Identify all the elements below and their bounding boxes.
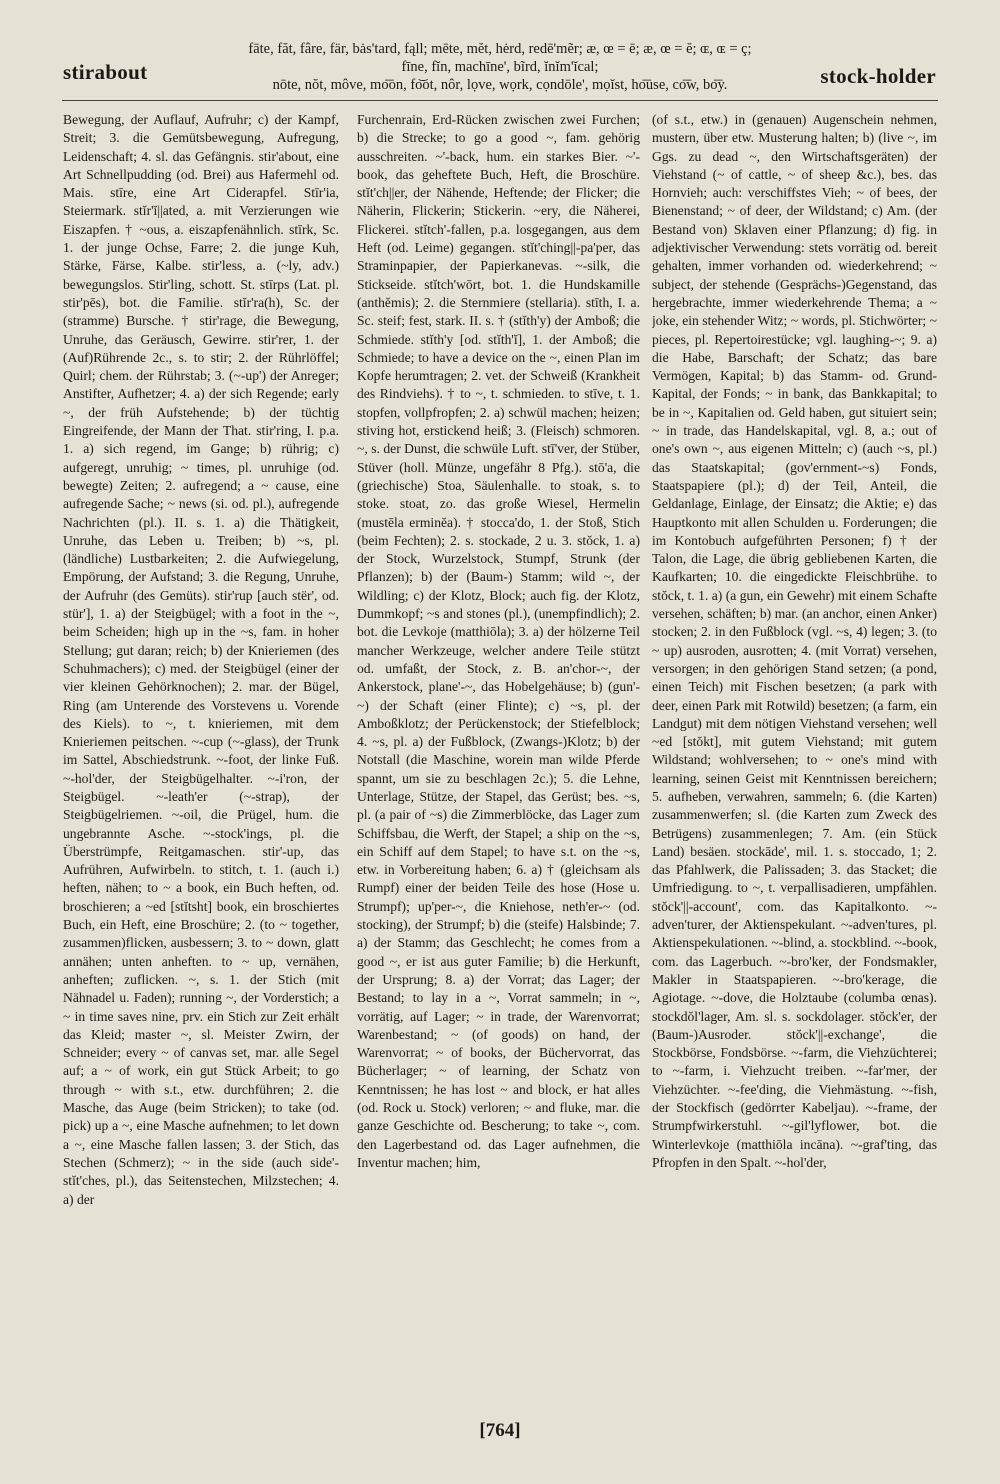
pronunciation-key xyxy=(210,40,790,94)
dictionary-column-left xyxy=(63,111,339,1419)
pronunciation-key-line: fīne, fĭn, machīne', bĩrd, ĭnĭm'ĭcal; xyxy=(401,59,599,75)
running-head-right: stock-holder xyxy=(820,64,936,88)
column-text: Furchenrain, Erd-Rücken zwischen zwei Furchen; b) die Strecke; to go a good ~, fam. gehörig ausschreiten. ~'-back, hum. ein starkes Bier. ~'-book, das geheftete Buch, Heft, die Broschüre. stĭt'ch||er, der Nähende, Heftende; der Flicker; die Näherin, Flickerin; Stickerin. ~ery, die Näherei, Flickerei. stĭtch'-fallen, p.a. losgegangen, aus dem Heft (od. Leime) gegangen. stĭt'ching||-pa'per, das Straminpapier, der Papierkanevas. ~-silk, die Stickseide. stĭtch'wōrt, bot. 1. die Hundskamille (anthĕmis); 2. die Sternmiere (stellaria). stīth, I. a. Sc. steif; fest, stark. II. s. † (stĭth'y) der Amboß; die Schmiede. stĭth'y [od. stĭth'ĭ], 1. der Amboß; die Schmiede; to have a device on the ~, einen Plan im Kopfe herumtragen; 2. vet. der Schweiß (Krankheit des Rindviehs). † to ~, t. schmieden. to stīve, t. 1. stopfen, vollpfropfen; 2. a) schwül machen; heizen; stiving hot, erstickend heiß; 3. (Fleisch) schmoren. ~, s. der Dunst, die schwüle Luft. stī'ver, der Stüber, Stüver (holl. Münze, ungefähr 8 Pfg.). stō'a, die (griechische) Stoa, Säulenhalle. to stoak, s. to stoke. stoat, zo. das große Wiesel, Hermelin (mustēla erminĕa). † stocca'do, 1. der Stoß, Stich (beim Fechten); 2. s. stockade, 2 u. 3. stŏck, 1. a) der Stock, Wurzelstock, Stumpf, Strunk (der Pflanzen); b) der (Baum-) Stamm; wild ~, der Wildling; c) der Klotz, Block; auch fig. der Klotz, Dummkopf; ~s and stones (pl.), (unempfindlich); 2. bot. die Levkoje (matthiōla); 3. a) der hölzerne Teil mancher Werkzeuge, welcher andere Teile stützt od. umfaßt, der Stock, z. B. an'chor-~, der Ankerstock, plane'-~, das Hobelgehäuse; b) (gun'-~) der Schaft (einer Flinte); c) ~s, pl. der Amboßklotz; der Perückenstock; der Stiefelblock; 4. ~s, pl. a) der Fußblock, (Zwangs-)Klotz; b) der Notstall (die Maschine, worein man wilde Pferde spannt, um sie zu beschlagen 2c.); 5. die Lehne, Unterlage, Stütze, der Stapel, das Gerüst; bes. ~s, pl. (a pair of ~s) die Zimmerblöcke, das Lager zum Schiffsbau, die Werft, der Stapel; a ship on the ~s, ein Schiff auf dem Stapel; to have s.t. on the ~s, etw. in Vorbereitung haben; 6. a) † (gleichsam als Rumpf) einer der beiden Teile des hose (Hose u. Strumpf); up'per-~, die Kniehose, neth'er-~ (od. stocking), der Strumpf; b) die (steife) Halsbinde; 7. a) der Stamm; das Geschlecht; he comes from a good ~, er ist aus guter Familie; b) die Herkunft, der Ursprung; 8. a) der Vorrat; das Lager; der Bestand; to lay in a ~, Vorrat sammeln; in ~, vorrätig, auf Lager; ~ in trade, der Warenvorrat; Warenbestand; ~ (of goods) on hand, der Warenvorrat; ~ of books, der Büchervorrat, das Bücherlager; ~ of learning, der Schatz von Kenntnissen; he has lost ~ and block, er hat alles (od. Rock u. Stock) verloren; ~ and fluke, mar. die ganze Geschichte od. Bescherung; to take ~, com. den Lagerbestand od. das Lager aufnehmen, die Inventur machen; him, xyxy=(357,112,640,1170)
pronunciation-key-line: nōte, nŏt, môve, mo͞on, fo͝ot, nôr, lọve, wọrk, cọndōle', mọĭst, ho͞use, co͞w, bo͞y. xyxy=(272,77,728,93)
dictionary-column-middle xyxy=(357,111,640,1419)
column-text: (of s.t., etw.) in (genauen) Augenschein nehmen, mustern, über etw. Musterung halten; b) (live ~, im Ggs. zu dead ~, den Wirtschaftsgeräten) der Viehstand (~ of cattle, ~ of sheep &c.), bes. das Hornvieh; auch: verschiffstes Vieh; ~ of bees, der Bienenstand; ~ of deer, der Wildstand; c) Am. (der Bestand von) Sklaven einer Pflanzung; d) fig. in adjektivischer Verwendung: stets vorrätig od. bereit gehalten, immer vorhanden od. wiederkehrend; ~ subject, der stehende (Gesprächs-)Gegenstand, das hergebrachte, immer wiederkehrende Thema; a ~ joke, ein stehender Witz; ~ words, pl. Stichwörter; ~ pieces, pl. Repertoirestücke; vgl. laughing-~; 9. a) die Habe, Barschaft; der Schatz; das bare Vermögen, Kapital; b) das Stamm- od. Grund-Kapital, der Fonds; ~ in bank, das Bankkapital; to be in ~, Kapitalien od. Geld haben, gut situiert sein; ~ in trade, das Handelskapital, vgl. 8, a.; out of one's own ~, aus eigenen Mitteln; c) (auch ~s, pl.) das Staatskapital; (gov'ernment-~s) Fonds, Staatspapiere (pl.); d) der Teil, Anteil, die Geldanlage, Einlage, der Einsatz; die Aktie; e) das Hauptkonto mit allen Schulden u. Forderungen; die im Kontobuch aufgeführten Personen; f) † der Talon, die Lage, die übrig gebliebenen Karten, die Kaufkarten; 10. die eingedickte Fleischbrühe. to stŏck, t. 1. a) (a gun, ein Gewehr) mit einem Schafte versehen, schäften; b) mar. (an anchor, einen Anker) stocken; 2. in den Fußblock (vgl. ~s, 4) legen; 3. (to ~ up) ausroden, ausrotten; 4. (mit Vorrat) versehen, versorgen; in den gehörigen Stand setzen; (a pond, einen Teich) mit Fischen besetzen; (a park with deer, einen Park mit Rotwild) besetzen; (a farm, ein Landgut) mit dem nötigen Viehstand versehen; well ~ed [stŏkt], mit gutem Viehstand; mit gutem Wildstand; wohlversehen; to ~ one's mind with learning, seinen Geist mit Kenntnissen bereichern; 5. aufheben, verwahren, sammeln; 6. (die Karten) zusammenwerfen; sl. (die Karten zum Zweck des Betrügens) zusammenlegen; 7. Am. (ein Stück Land) besäen. stockāde', mil. 1. s. stoccado, 1; 2. das Pfahlwerk, die Palissaden; 3. das Stacket; die Umfriedigung. to ~, t. verpallisadieren, umpfählen. stŏck'||-account', com. das Kapitalkonto. ~-adven'turer, der Aktienspekulant. ~-adven'tures, pl. Aktienspekulationen. ~-blind, a. stockblind. ~-book, com. das Lagerbuch. ~-bro'ker, der Fondsmakler, Makler in Staatspapieren. ~-bro'kerage, die Agiotage. ~-dove, die Holztaube (columba œnas). stockdŏl'lager, Am. sl. s. sockdolager. stŏck'er, der (Baum-)Ausroder. stŏck'||-exchange', die Stockbörse, Fondsbörse. ~-farm, die Viehzüchterei; to ~-farm, i. Viehzucht treiben. ~-far'mer, der Viehzüchter. ~-fee'ding, die Viehmästung. ~-fish, der Stockfisch (gedörrter Kabeljau). ~-frame, der Strumpfwirkerstuhl. ~-gil'lyflower, bot. die Winterlevkoje (matthiōla incāna). ~-graf'ting, das Pfropfen in den Spalt. ~-hol'der, xyxy=(652,112,937,1170)
running-head-left: stirabout xyxy=(63,60,148,84)
column-text: Bewegung, der Auflauf, Aufruhr; c) der Kampf, Streit; 3. die Gemütsbewegung, Aufregung, Leidenschaft; 4. sl. das Gefängnis. stir'about, eine Art Schnellpudding (od. Brei) aus Hafermehl od. Mais. stīre, eine Art Ciderapfel. Stīr'ia, Steiermark. stĭr'ĭ||ated, a. mit Verzierungen wie Eiszapfen. † ~ous, a. eiszapfenähnlich. stīrk, Sc. 1. der junge Ochse, Farre; 2. die junge Kuh, Stärke, Färse, Kalbe. stir'less, a. (~ly, adv.) bewegungslos. Stir'ling, schott. St. stīrps (Lat. pl. stir'pēs), bot. die Familie. stĭr'ra(h), Sc. der (stramme) Bursche. † stir'rage, die Bewegung, Unruhe, das Geräusch, Gewirre. stir'rer, 1. der (Auf)Rührende 2c., s. to stir; 2. der Rührlöffel; Quirl; chem. der Rührstab; 3. (~-up') der Anreger; Anstifter, Aufhetzer; 4. a) der sich Regende; early ~, der früh Aufstehende; b) der tüchtig Eingreifende, der Mann der That. stir'ring, I. p.a. 1. a) sich regend, im Gange; b) rührig; c) aufgeregt, unruhig; ~ times, pl. unruhige (od. bewegte) Zeiten; 2. aufregend; a ~ cause, eine aufregende Sache; ~ news (si. od. pl.), aufregende Nachrichten (pl.). II. s. 1. a) die Thätigkeit, Unruhe, das Leben u. Treiben; b) ~s, pl. (ländliche) Lustbarkeiten; 2. die Aufwiegelung, Empörung, der Aufstand; 3. die Regung, Unruhe, der Aufruhr (des Gemüts). stir'rup [auch stër', od. stür'], 1. a) der Steigbügel; with a foot in the ~, beim Scheiden; high up in the ~s, fam. in hoher Stellung; gut daran; reich; b) der Knieriemen (des Schuhmachers); c) med. der Steigbügel (einer der vier kleinen Gehörknochen); 2. mar. der Bügel, Ring (am Unterende des Vorstevens u. Vorende des Kiels). to ~, t. knieriemen, mit dem Knieriemen peitschen. ~-cup (~-glass), der Trunk im Sattel, Abschiedstrunk. ~-foot, der linke Fuß. ~-hol'der, der Steigbügelhalter. ~-i'ron, der Steigbügel. ~-leath'er (~-strap), der Steigbügelriemen. ~-oil, die Prügel, hum. die ungebrannte Asche. ~-stock'ings, pl. die Überstrümpfe, Reitgamaschen. stir'-up, das Aufrühren, Aufwirbeln. to stitch, t. 1. (auch i.) heften, nähen; to ~ a book, ein Buch heften, od. broschieren; a ~ed [stĭtsht] book, ein broschiertes Buch, ein Heft, eine Broschüre; 2. (to ~ together, zusammen)flicken, ausbessern; 3. to ~ down, glatt annähen; unten anheften. to ~ up, vernähen, anheften; zuflicken. ~, s. 1. der Stich (mit Nähnadel u. Faden); running ~, der Vorderstich; a ~ in time saves nine, prv. ein Stich zur Zeit erhält das Kleid; master ~, sl. Meister Zwirn, der Schneider; every ~ of canvas set, mar. alle Segel auf; a ~ of work, ein gut Stück Arbeit; to go through ~ with s.t., etw. durchführen; 2. die Masche, das Auge (beim Stricken); to take (od. pick) up a ~, eine Masche aufnehmen; to let down a ~, eine Masche fallen lassen; 3. der Stich, das Stechen (Schmerz); ~ in the side (auch side'-stĭt'ches, pl.), das Seitenstechen, Milzstechen; 4. a) der xyxy=(63,112,339,1207)
dictionary-column-right xyxy=(652,111,937,1419)
page-number: [764] xyxy=(479,1420,521,1441)
header-rule xyxy=(62,100,938,101)
pronunciation-key-line: fāte, făt, fâre, fär, bȧs'tard, fąll; mēte, mĕt, hėrd, redē'mẽr; æ, œ = ē; æ, œ = ĕ; ɶ, ɶ = ç; xyxy=(248,41,752,57)
